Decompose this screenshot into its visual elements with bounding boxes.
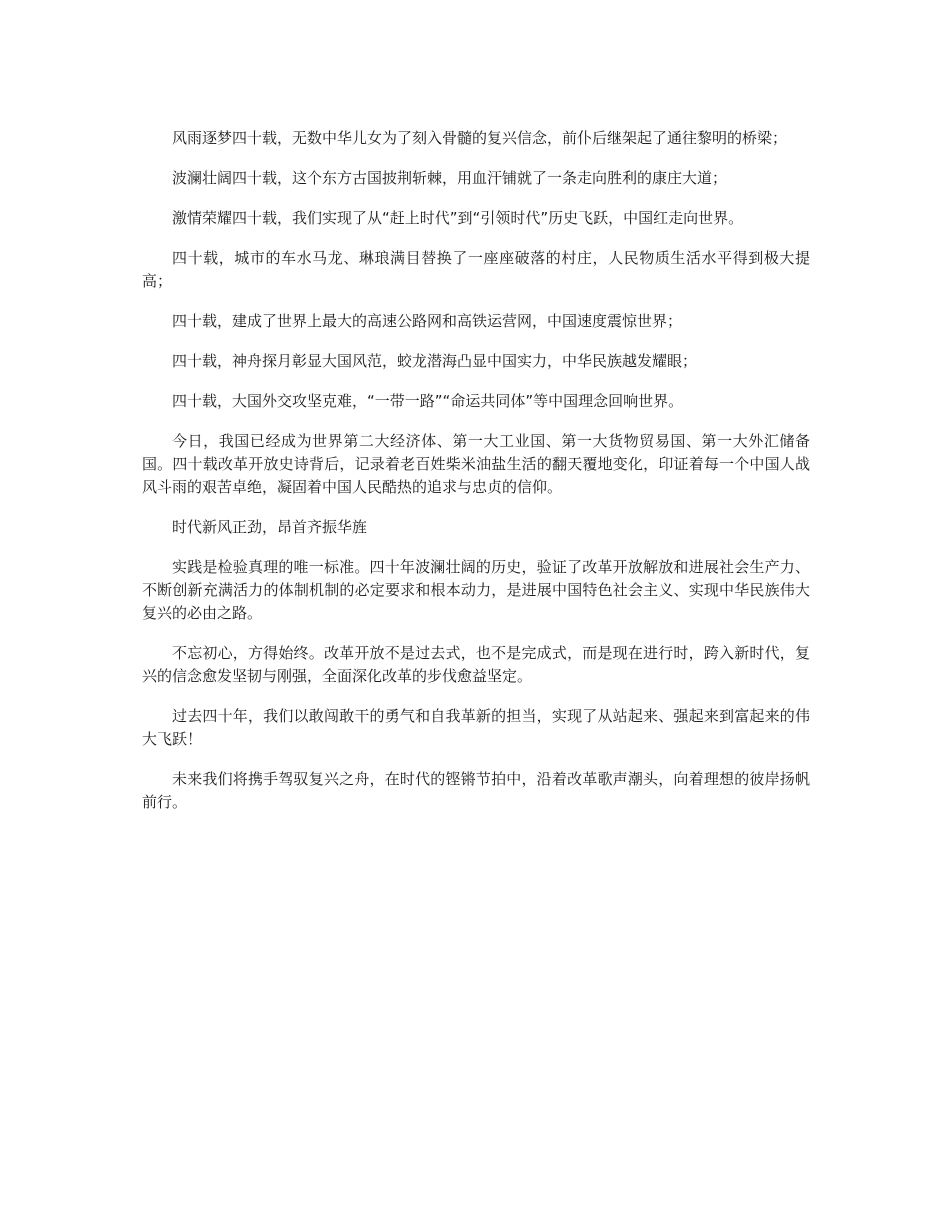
paragraph: 四十载，神舟探月彰显大国风范，蛟龙潜海凸显中国实力，中华民族越发耀眼； [172,352,698,370]
paragraph: 四十载，建成了世界上最大的高速公路网和高铁运营网，中国速度震惊世界； [172,312,683,330]
paragraph: 未来我们将携手驾驭复兴之舟，在时代的铿锵节拍中，沿着改革歌声潮头，向着理想的彼岸扬帆前行。 [142,770,810,811]
paragraph: 过去四十年，我们以敢闯敢干的勇气和自我革新的担当，实现了从站起来、强起来到富起来的伟大飞跃！ [142,707,810,748]
paragraph: 四十载，大国外交攻坚克难，“一带一路”“命运共同体”等中国理念回响世界。 [172,392,684,410]
paragraph: 四十载，城市的车水马龙、琳琅满目替换了一座座破落的村庄，人民物质生活水平得到极大提高； [142,249,810,290]
section-heading: 时代新风正劲，昂首齐振华旌 [172,518,368,536]
paragraph: 不忘初心，方得始终。改革开放不是过去式，也不是完成式，而是现在进行时，跨入新时代，复兴的信念愈发坚韧与刚强，全面深化改革的步伐愈益坚定。 [142,644,810,685]
paragraph: 风雨逐梦四十载，无数中华儿女为了刻入骨髓的复兴信念，前仆后继架起了通往黎明的桥梁； [172,129,788,147]
paragraph: 激情荣耀四十载，我们实现了从“赶上时代”到“引领时代”历史飞跃，中国红走向世界。 [172,209,744,227]
paragraph: 波澜壮阔四十载，这个东方古国披荆斩棘，用血汗铺就了一条走向胜利的康庄大道； [172,169,728,187]
document-body [142,127,810,831]
paragraph: 实践是检验真理的唯一标准。四十年波澜壮阔的历史，验证了改革开放解放和进展社会生产力、不断创新充满活力的体制机制的必定要求和根本动力，是进展中国特色社会主义、实现中华民族伟大复兴的必由之路。 [142,558,810,622]
paragraph: 今日，我国已经成为世界第二大经济体、第一大工业国、第一大货物贸易国、第一大外汇储备国。四十载改革开放史诗背后，记录着老百姓柴米油盐生活的翻天覆地变化，印证着每一个中国人战风斗雨的艰苦卓绝，凝固着中国人民酷热的追求与忠贞的信仰。 [142,432,810,496]
